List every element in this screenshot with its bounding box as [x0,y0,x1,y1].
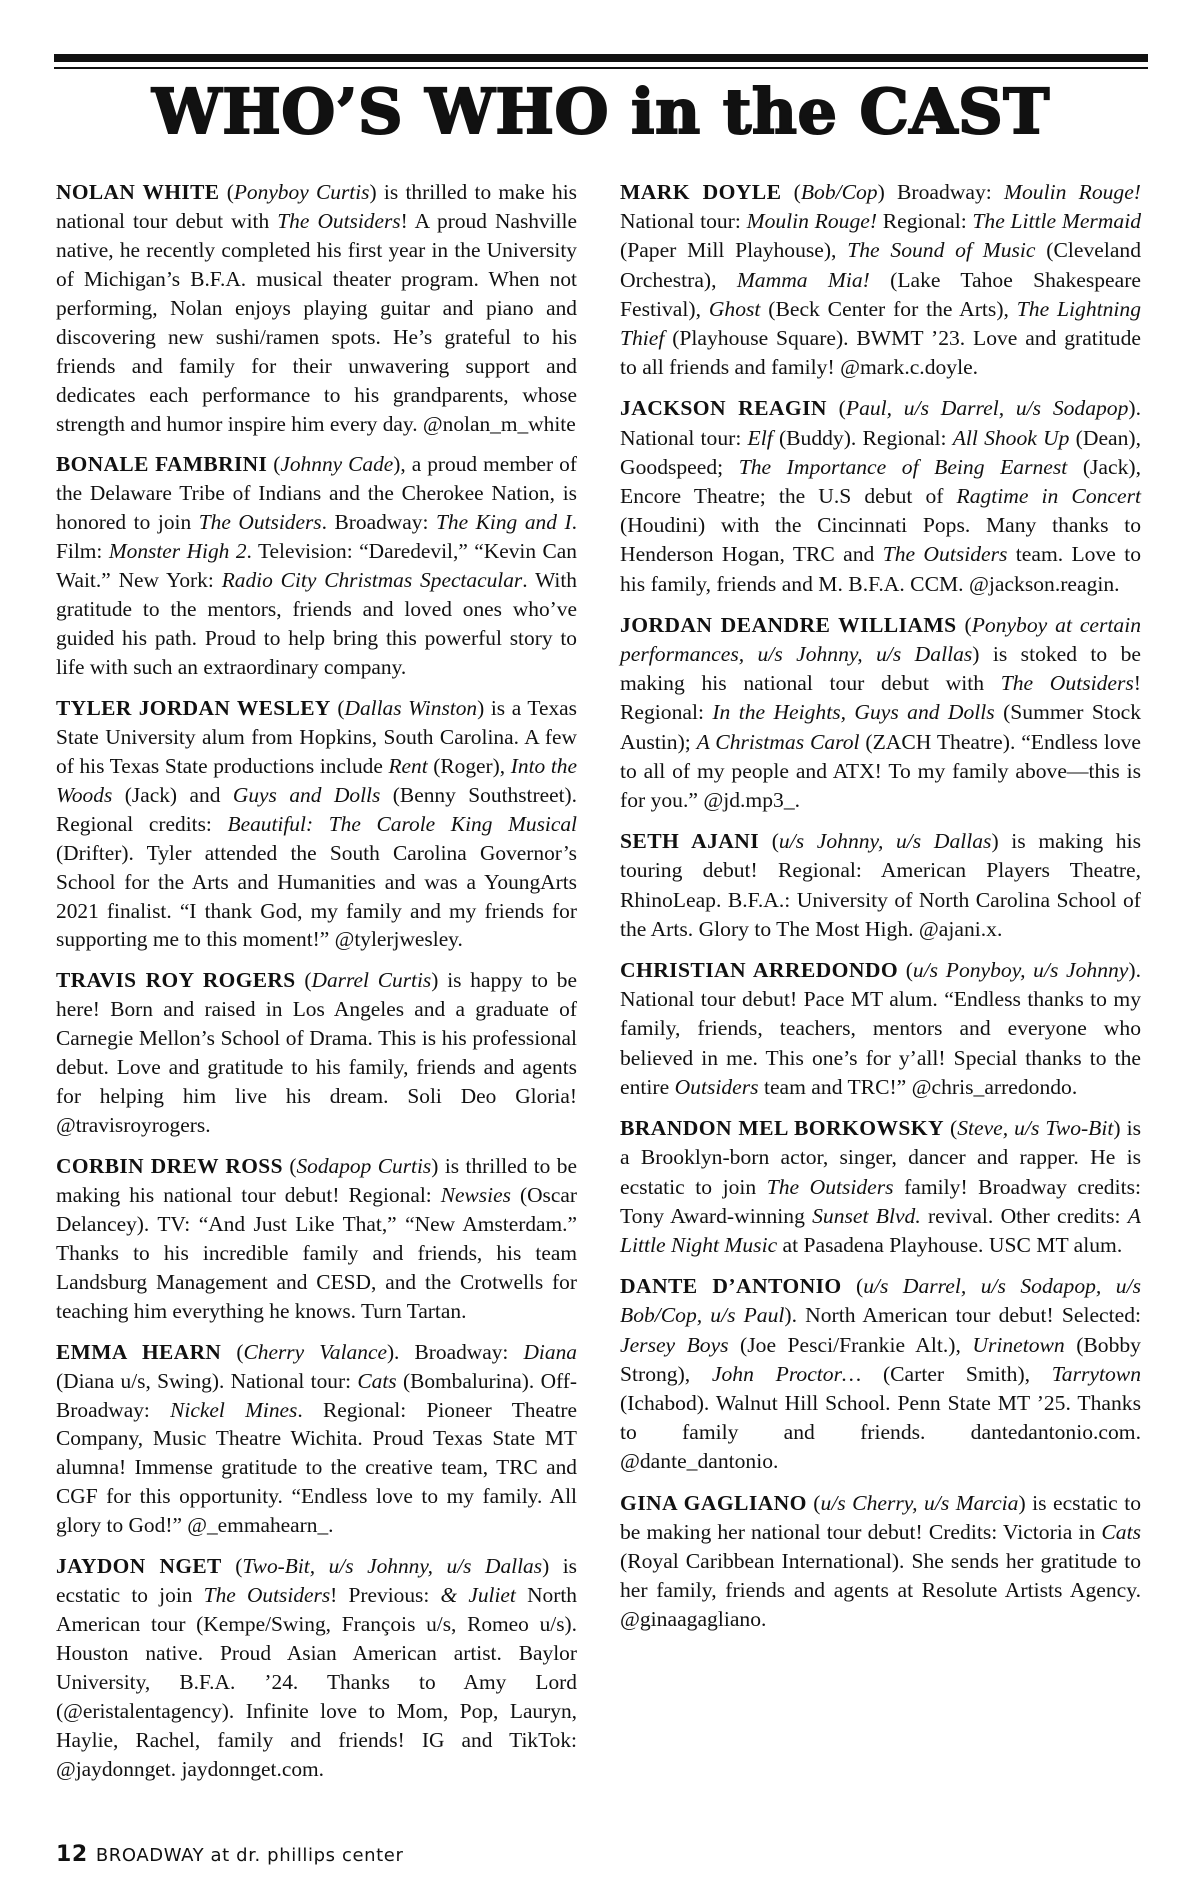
role: u/s Johnny, u/s Dallas [778,829,992,854]
cast-name: JACKSON REAGIN [620,396,827,421]
cast-name: JAYDON NGET [56,1554,222,1579]
bio-emma-hearn: EMMA HEARN (Cherry Valance). Broadway: Diana (Diana u/s, Swing). National tour: Cats (Bombalurina). Off-Broadway: Nickel Mines. Regional: Pioneer Theatre Company, Music Theatre Wichita. Proud Texas State MT alumna! Immense gratitude to the creative team, TRC and CGF for this opportunity. “Endless love to my family. All glory to God!” @_emmahearn_. [56,1339,578,1538]
bio-travis-roy-rogers: TRAVIS ROY ROGERS (Darrel Curtis) is happy to be here! Born and raised in Los Angeles and a graduate of Carnegie Mellon’s School of Drama. This is his professional debut. Love and gratitude to his family, friends and agents for helping him live his dream. Soli Deo Gloria! @travisroyrogers. [56,968,577,1138]
page-number: 12 [56,1842,88,1867]
header-rule-thin [54,67,1148,69]
role: Two-Bit, u/s Johnny, u/s Dallas [242,1554,543,1579]
role: Cherry Valance [243,1339,387,1364]
bio-nolan-white: NOLAN WHITE (Ponyboy Curtis) is thrilled to make his national tour debut with The Outsiders! A proud Nashville native, he recently completed his first year in the University of Michigan’s B.F.A. musical theater program. When not performing, Nolan enjoys playing guitar and piano and discovering new sushi/ramen spots. He’s grateful to his friends and family for their unwavering support and dedicates each performance to his grandparents, whose strength and humor inspire him every day. @nolan_m_white [56,180,577,436]
bio-corbin-drew-ross: CORBIN DREW ROSS (Sodapop Curtis) is thrilled to be making his national tour debut! Regional: Newsies (Oscar Delancey). TV: “And Just Like That,” “New Amsterdam.” Thanks to his incredible family and friends, his team Landsburg Management and CESD, and the Crotwells for teaching him everything he knows. Turn Tartan. [56,1154,577,1323]
cast-name: CORBIN DREW ROSS [56,1154,283,1178]
role: u/s Darrel, u/s Sodapop, u/s Bob/Cop, u/s Paul [620,1274,1141,1328]
role: Ponyboy Curtis [233,180,370,204]
left-column [56,178,577,1796]
role: Dallas Winston [344,695,478,720]
role: Paul, u/s Darrel, u/s Sodapop [845,396,1129,421]
cast-name: MARK DOYLE [620,180,782,204]
bio-tyler-jordan-wesley: TYLER JORDAN WESLEY (Dallas Winston) is a Texas State University alum from Hopkins, South Carolina. A few of his Texas State productions include Rent (Roger), Into the Woods (Jack) and Guys and Dolls (Benny Southstreet). Regional credits: Beautiful: The Carole King Musical (Drifter). Tyler attended the South Carolina Governor’s School for the Arts and Humanities and was a YoungArts 2021 finalist. “I thank God, my family and my friends for supporting me to this moment!” @tylerjwesley. [56,695,577,952]
bio-dante-dantonio: DANTE D’ANTONIO (u/s Darrel, u/s Sodapop, u/s Bob/Cop, u/s Paul). North American tour debut! Selected: Jersey Boys (Joe Pesci/Frankie Alt.), Urinetown (Bobby Strong), John Proctor… (Carter Smith), Tarrytown (Ichabod). Walnut Hill School. Penn State MT ’25. Thanks to family and friends. dantedantonio.com. @dante_dantonio. [620,1274,1141,1474]
page-title: WHO’S WHO in the CAST [152,75,1050,148]
role: Johnny Cade [280,452,394,477]
role: Darrel Curtis [311,968,432,993]
bio-jordan-deandre-williams: JORDAN DEANDRE WILLIAMS (Ponyboy at certain performances, u/s Johnny, u/s Dallas) is stoked to be making his national tour debut with The Outsiders! Regional: In the Heights, Guys and Dolls (Summer Stock Austin); A Christmas Carol (ZACH Theatre). “Endless love to all of my people and ATX! To my family above—this is for you.” @jd.mp3_. [620,612,1142,813]
cast-name: JORDAN DEANDRE WILLIAMS [620,612,957,637]
cast-name: SETH AJANI [620,829,760,854]
bio-bonale-fambrini: BONALE FAMBRINI (Johnny Cade), a proud member of the Delaware Tribe of Indians and the Cherokee Nation, is honored to join The Outsiders. Broadway: The King and I. Film: Monster High 2. Television: “Daredevil,” “Kevin Can Wait.” New York: Radio City Christmas Spectacular. With gratitude to the mentors, friends and loved ones who’ve guided his path. Proud to help bring this powerful story to life with such an extraordinary company. [56,452,577,679]
cast-name: BRANDON MEL BORKOWSKY [620,1116,944,1141]
role: Steve, u/s Two-Bit [957,1116,1114,1141]
bio-jaydon-nget: JAYDON NGET (Two-Bit, u/s Johnny, u/s Dallas) is ecstatic to join The Outsiders! Previous: & Juliet North American tour (Kempe/Swing, François u/s, Romeo u/s). Houston native. Proud Asian American artist. Baylor University, B.F.A. ’24. Thanks to Amy Lord (@eristalentagency). Infinite love to Mom, Pop, Lauryn, Haylie, Rachel, family and friends! IG and TikTok: @jaydonnget. jaydonnget.com. [56,1554,577,1781]
header-rule-thick [54,54,1148,62]
cast-name: TRAVIS ROY ROGERS [56,968,296,993]
bio-christian-arredondo: CHRISTIAN ARREDONDO (u/s Ponyboy, u/s Johnny). National tour debut! Pace MT alum. “Endless thanks to my family, friends, teachers, mentors and everyone who believed in me. This one’s for y’all! Special thanks to the entire Outsiders team and TRC!” @chris_arredondo. [620,958,1141,1099]
cast-name: BONALE FAMBRINI [56,452,268,477]
bio-brandon-mel-borkowsky: BRANDON MEL BORKOWSKY (Steve, u/s Two-Bit) is a Brooklyn-born actor, singer, dancer and rapper. He is ecstatic to join The Outsiders family! Broadway credits: Tony Award-winning Sunset Blvd. revival. Other credits: A Little Night Music at Pasadena Playhouse. USC MT alum. [620,1116,1141,1257]
cast-name: EMMA HEARN [56,1339,222,1364]
cast-name: TYLER JORDAN WESLEY [56,695,331,720]
cast-name: CHRISTIAN ARREDONDO [620,958,899,983]
role: u/s Ponyboy, u/s Johnny [912,958,1129,983]
page-footer [56,1842,403,1867]
bio-mark-doyle: MARK DOYLE (Bob/Cop) Broadway: Moulin Rouge! National tour: Moulin Rouge! Regional: The Little Mermaid (Paper Mill Playhouse), The Sound of Music (Cleveland Orchestra), Mamma Mia! (Lake Tahoe Shakespeare Festival), Ghost (Beck Center for the Arts), The Lightning Thief (Playhouse Square). BWMT ’23. Love and gratitude to all friends and family! @mark.c.doyle. [620,180,1142,380]
bio-jackson-reagin: JACKSON REAGIN (Paul, u/s Darrel, u/s Sodapop). National tour: Elf (Buddy). Regional: All Shook Up (Dean), Goodspeed; The Importance of Being Earnest (Jack), Encore Theatre; the U.S debut of Ragtime in Concert (Houdini) with the Cincinnati Pops. Many thanks to Henderson Hogan, TRC and The Outsiders team. Love to his family, friends and M. B.F.A. CCM. @jackson.reagin. [620,396,1142,596]
cast-name: DANTE D’ANTONIO [620,1274,842,1299]
role: u/s Cherry, u/s Marcia [820,1490,1019,1515]
role: Sodapop Curtis [296,1154,432,1178]
right-column [620,178,1141,1647]
bio-seth-ajani: SETH AJANI (u/s Johnny, u/s Dallas) is making his touring debut! Regional: American Players Theatre, RhinoLeap. B.F.A.: University of North Carolina School of the Arts. Glory to The Most High. @ajani.x. [620,829,1141,941]
role: Ponyboy at certain performances, u/s Johnny, u/s Dallas [620,612,1142,667]
bio-gina-gagliano: GINA GAGLIANO (u/s Cherry, u/s Marcia) is ecstatic to be making her national tour debut! Credits: Victoria in Cats (Royal Caribbean International). She sends her gratitude to her family, friends and agents at Resolute Artists Agency. @ginaagagliano. [620,1490,1141,1632]
cast-name: NOLAN WHITE [56,180,220,204]
role: Bob/Cop [800,180,878,204]
cast-name: GINA GAGLIANO [620,1490,807,1515]
publication-name: BROADWAY at dr. phillips center [95,1845,404,1866]
